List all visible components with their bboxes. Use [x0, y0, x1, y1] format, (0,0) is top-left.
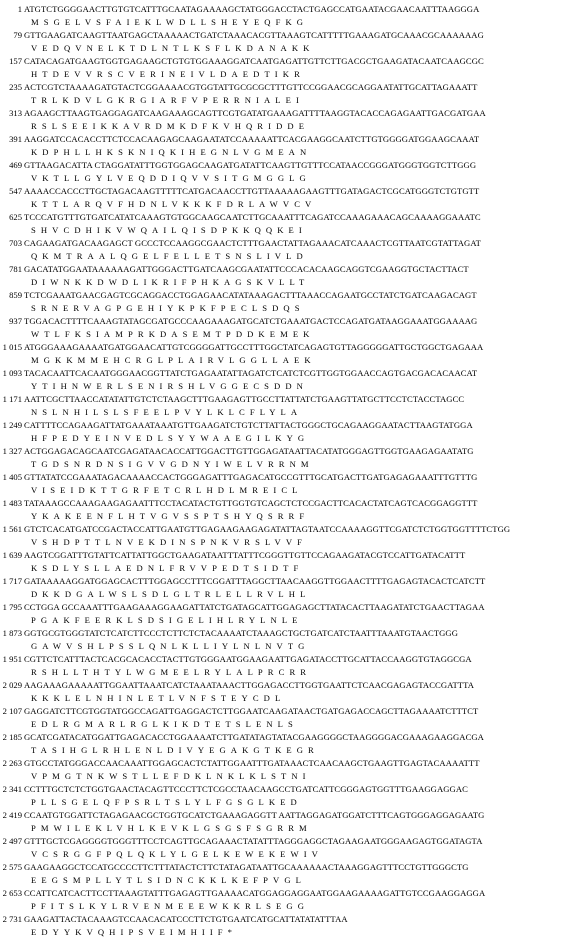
amino-acid-line — [0, 770, 586, 783]
position-number: 1 249 — [2, 420, 22, 430]
sequence-block — [0, 29, 586, 55]
sequence-block — [0, 81, 586, 107]
sequence-block — [0, 861, 586, 887]
nucleotide-line — [0, 55, 586, 68]
nucleotide-sequence: TCCCATGTTTGTGATCATATCAAAGTGTGGCAAGCAATCTTGCAAATTTCAGATCCAAAGAAACAGCAAAAGGAAATC — [24, 212, 481, 222]
nucleotide-line — [0, 211, 586, 224]
amino-acid-sequence: NSLNHILSLSFEELPVYLKLCFLYLA — [31, 407, 303, 417]
amino-acid-line — [0, 614, 586, 627]
position-number: 1 561 — [2, 524, 22, 534]
sequence-block — [0, 497, 586, 523]
sequence-block — [0, 133, 586, 159]
nucleotide-line — [0, 471, 586, 484]
sequence-block — [0, 367, 586, 393]
nucleotide-sequence: GCATCGATACATGGATTGAGACACCTGGAAAATCTTGATATAGTATACGAAGGGGCTAAGGGGACGAAAGAAGGACGA — [24, 732, 484, 742]
amino-acid-line — [0, 692, 586, 705]
amino-acid-sequence: KDPHLLHKSKNIQKIHEGNLVGMEAN — [31, 147, 312, 157]
amino-acid-sequence: PGAKFEERKLSDSIGELIHLRYLNLE — [31, 615, 303, 625]
amino-acid-sequence: VEDQVNELKTDLNTLKSFLKDANAKK — [31, 43, 315, 53]
amino-acid-sequence: VPMGTNKWSTLLEFDKLNKLKLSTNI — [31, 771, 311, 781]
position-number: 1 717 — [2, 576, 22, 586]
position-number: 1 171 — [2, 394, 22, 404]
nucleotide-sequence: GACATATGGAATAAAAAAGATTGGGACTTGATCAAGCGAATATTCCCACACAAGCAGGTCGAAGGTGCTACTTACT — [24, 264, 469, 274]
sequence-block — [0, 679, 586, 705]
nucleotide-sequence: AGAAGCTTAAGTGAGGAGATCAAGAAAGCAGTTCGTGATATGAAAGATTTTAAGGTACACCAGAGAATTGACGATGAA — [24, 108, 486, 118]
amino-acid-sequence: KSDLYSLLAEDNLFRVVPEDTSIDTF — [31, 563, 304, 573]
amino-acid-sequence: VKTLLGYLVEQDDIQVVSITGMGGLG — [31, 173, 311, 183]
nucleotide-sequence: TATAAAGCCAAAGAAGAGAATTTCCTACATACTGTTGGTGTCAGCTCTCCGACTTCACACTATCAGTCACGGAGGTTT — [24, 498, 478, 508]
nucleotide-sequence: TGGACACTTTTCAAAGTATAGCGATGCCCAAGAAAGATGCATCTGAAATGACTCCAGATGATAAGGAAATGGAAAAG — [24, 316, 478, 326]
amino-acid-sequence: VISEIDKTTGRFETCRLHDLMREICL — [31, 485, 303, 495]
nucleotide-sequence: CATACAGATGAAGTGGTGAGAAGCTGTGTGGAAAGGATCAATGAGATTGTTCTTGACGCTGAAGATACAATCAAGCGC — [24, 56, 484, 66]
position-number: 1 951 — [2, 654, 22, 664]
amino-acid-line — [0, 588, 586, 601]
sequence-block — [0, 315, 586, 341]
amino-acid-line — [0, 666, 586, 679]
nucleotide-line — [0, 237, 586, 250]
position-number: 1 873 — [2, 628, 22, 638]
position-number: 1 795 — [2, 602, 22, 612]
nucleotide-sequence: GGTGCGTGGGTATCTCATCTTCCCTCTTCTCTACAAAATCTAAAGCTGCTGATCATCTAATTTAAATGTAACTGGG — [24, 628, 459, 638]
amino-acid-sequence: YTIHNWERLSENIRSHLVGGECSDDN — [31, 381, 308, 391]
sequence-block — [0, 289, 586, 315]
position-number: 2 653 — [2, 888, 22, 898]
amino-acid-sequence: KKKLELNHINLETLVNFSTEYCDL — [31, 693, 286, 703]
nucleotide-line — [0, 887, 586, 900]
position-number: 2 029 — [2, 680, 22, 690]
amino-acid-line — [0, 822, 586, 835]
nucleotide-line — [0, 367, 586, 380]
nucleotide-line — [0, 523, 586, 536]
sequence-block — [0, 757, 586, 783]
nucleotide-line — [0, 159, 586, 172]
sequence-block — [0, 419, 586, 445]
amino-acid-sequence: WTLFKSIAMPRKDASEMTPDDKEMEK — [31, 329, 315, 339]
amino-acid-line — [0, 744, 586, 757]
amino-acid-sequence: KTTLARQVFHDNLVKKKFDRLAWVCV — [31, 199, 317, 209]
sequence-block — [0, 107, 586, 133]
amino-acid-sequence: PMWILEKLVHLKEVKLGSGSFSGRRM — [31, 823, 312, 833]
sequence-block — [0, 783, 586, 809]
position-number: 703 — [9, 238, 22, 248]
amino-acid-line — [0, 718, 586, 731]
position-number: 79 — [13, 30, 22, 40]
amino-acid-line — [0, 536, 586, 549]
nucleotide-sequence: GAAGAAGGCTCCATGCCCCTTCTTTATACTCTTCTATAGATAATTGCAAAAAACTAAAGGAGTTTCCTGTTGGGCTG — [24, 862, 469, 872]
nucleotide-line — [0, 705, 586, 718]
position-number: 1 639 — [2, 550, 22, 560]
nucleotide-sequence: ATGTCTGGGGAACTTGTGTCATTTGCAATAGAAAAGCTATGGGACCTACTGAGCCATGAATACGAACAATTTAAGGGA — [24, 4, 480, 14]
nucleotide-sequence: AAGGATCCACACCTTCTCCACAAGAGCAAGAATATCCAAAAATTCACGAAGGCAATCTTGTGGGGATGGAAGCAAAT — [24, 134, 480, 144]
sequence-block — [0, 731, 586, 757]
amino-acid-line — [0, 42, 586, 55]
amino-acid-sequence: EEGSMPLLYTLSIDNCKKLKEFPVGL — [31, 875, 306, 885]
nucleotide-line — [0, 549, 586, 562]
nucleotide-sequence: GTCTCACATGATCCGACTACCATTGAATGTTGAGAAGAAGAGATATTAGTAATCCAAAAGGTTCGATCTCTGGTGGTTTTCTGG — [24, 524, 511, 534]
amino-acid-sequence: MSGELVSFAIEKLWDLLSHEYEQFKG — [31, 17, 309, 27]
amino-acid-sequence: TGDSNRDNSIGVVGDNYIWELVRRNM — [31, 459, 314, 469]
nucleotide-sequence: CAGAAGATGACAAGAGCT GCCCTCCAAGGCGAACTCTTTGAACTATTAGAAACATCAAACTCGTTAATCGTATTAGAT — [24, 238, 481, 248]
amino-acid-sequence: DIWNKKDWDLIKRIFPHKAGSKVLLT — [31, 277, 310, 287]
sequence-document — [0, 3, 586, 939]
amino-acid-line — [0, 172, 586, 185]
nucleotide-line — [0, 81, 586, 94]
amino-acid-line — [0, 562, 586, 575]
amino-acid-sequence: RSHLLTHTYLWGMEELRYLALPRCRR — [31, 667, 312, 677]
amino-acid-sequence: PLLSGELQFPSRLTSLYLFGSGLKED — [31, 797, 302, 807]
position-number: 1 327 — [2, 446, 22, 456]
position-number: 157 — [9, 56, 22, 66]
sequence-block — [0, 523, 586, 549]
amino-acid-sequence: VCSRGGFPQLQKLYLGELKEWEKEWIV — [31, 849, 323, 859]
nucleotide-sequence: GTTAAGACATTA CTAGGATATTTGGTGGAGCAAGATGATATTCAAGTTGTTTCCATAACCGGGATGGGTGGTCTTGGG — [24, 160, 477, 170]
amino-acid-line — [0, 120, 586, 133]
nucleotide-line — [0, 497, 586, 510]
nucleotide-sequence: CCATTCATCACTTCCTTAAAGTATTTGAGAGTTGAAAACATGGAGGAGGAATGGAAGAAAAGATTGTCCGAAGGAGGA — [24, 888, 486, 898]
nucleotide-sequence: CATTTTCCAGAAGATTATGAAATAAATGTTGAAGATCTGTCTTATTACTGGGCTGCAGAAGGAATACTTAAGTATGGA — [24, 420, 473, 430]
position-number: 235 — [9, 82, 22, 92]
position-number: 2 341 — [2, 784, 22, 794]
position-number: 2 731 — [2, 914, 22, 924]
nucleotide-line — [0, 185, 586, 198]
sequence-block — [0, 705, 586, 731]
amino-acid-sequence: GAWVSHLPSSLQNLKLLIYLNLNVTG — [31, 641, 310, 651]
amino-acid-sequence: VSHDPTTLNVEKDINSPNKVRSLVVF — [31, 537, 308, 547]
nucleotide-line — [0, 315, 586, 328]
nucleotide-line — [0, 263, 586, 276]
sequence-block — [0, 263, 586, 289]
sequence-block — [0, 471, 586, 497]
amino-acid-line — [0, 250, 586, 263]
sequence-block — [0, 913, 586, 939]
sequence-block — [0, 237, 586, 263]
amino-acid-sequence: HFPEDYEINVEDLSYYWAAEGILKYG — [31, 433, 310, 443]
nucleotide-line — [0, 653, 586, 666]
position-number: 2 497 — [2, 836, 22, 846]
nucleotide-line — [0, 679, 586, 692]
amino-acid-line — [0, 354, 586, 367]
position-number: 937 — [9, 316, 22, 326]
amino-acid-sequence: EDLRGMARLRGLKIKDTETSLENLS — [31, 719, 298, 729]
position-number: 313 — [9, 108, 22, 118]
nucleotide-sequence: CCTTTGCTCTCTGGTGAACTACAGTTCCCTTCTCGCCTAACAAGCCTGATCATTCGGGAGTGGTTTGAAGGAGGAC — [24, 784, 468, 794]
nucleotide-line — [0, 575, 586, 588]
sequence-block — [0, 445, 586, 471]
amino-acid-line — [0, 796, 586, 809]
nucleotide-line — [0, 341, 586, 354]
position-number: 2 263 — [2, 758, 22, 768]
nucleotide-sequence: ACTGGAGACAGCAATCGAGATAACACCATTGGACTTGTTGGAGATAATTACATATGGGAGTTGGTGAAGAGAATATG — [24, 446, 474, 456]
amino-acid-line — [0, 926, 586, 939]
amino-acid-line — [0, 874, 586, 887]
amino-acid-line — [0, 328, 586, 341]
sequence-block — [0, 55, 586, 81]
nucleotide-line — [0, 809, 586, 822]
nucleotide-line — [0, 3, 586, 16]
nucleotide-sequence: GTTGAAGATCAAGTTAATGAGCTAAAAACTGATCTAAACACGTTAAAGTCATTTTTGAAAGATGCAAACGCAAAAAAG — [24, 30, 484, 40]
nucleotide-line — [0, 835, 586, 848]
nucleotide-sequence: GAAGATTACTACAAAGTCCAACACATCCCTTCTGTGAATCATGCATTATATATTTAA — [24, 914, 348, 924]
sequence-block — [0, 341, 586, 367]
amino-acid-line — [0, 484, 586, 497]
position-number: 859 — [9, 290, 22, 300]
sequence-block — [0, 3, 586, 29]
position-number: 2 419 — [2, 810, 22, 820]
amino-acid-line — [0, 94, 586, 107]
sequence-block — [0, 627, 586, 653]
nucleotide-line — [0, 731, 586, 744]
amino-acid-line — [0, 848, 586, 861]
amino-acid-sequence: EDYYKVQHIPSVEIMHIIF* — [31, 927, 238, 937]
nucleotide-sequence: TCTCGAAATGAACGAGTCGCAGGACCTGGAGAACATATAAAGACTTTAAACCAGAATGCCTATCTGATCAAGACAGT — [24, 290, 477, 300]
nucleotide-line — [0, 107, 586, 120]
amino-acid-line — [0, 146, 586, 159]
nucleotide-sequence: AAGAAAGAAAAATTGGAATTAAATCATCTAAATAAACTTGGAGACCTTGGTGAATTCTCAACGAGAGTACCGATTTA — [24, 680, 475, 690]
position-number: 781 — [9, 264, 22, 274]
sequence-block — [0, 809, 586, 835]
position-number: 2 185 — [2, 732, 22, 742]
nucleotide-line — [0, 627, 586, 640]
amino-acid-sequence: HTDEVVRSCVERINEIVLDAEDTIKR — [31, 69, 305, 79]
amino-acid-line — [0, 276, 586, 289]
nucleotide-line — [0, 393, 586, 406]
position-number: 1 015 — [2, 342, 22, 352]
amino-acid-line — [0, 900, 586, 913]
amino-acid-line — [0, 406, 586, 419]
nucleotide-sequence: TACACAATTCACAATGGGAACGGTTATCTGAGAATATTAGATCTCATCTCGTTGGTGGAACCAGTGACGACACAACAT — [24, 368, 478, 378]
sequence-block — [0, 653, 586, 679]
nucleotide-line — [0, 783, 586, 796]
nucleotide-sequence: ATGGGAAAGAAAATGATGGAACATTGTCGGGGATTGCCTTTGGCTATCAGAGTGTTAGGGGGATTGCTGGCTGAGAAA — [24, 342, 484, 352]
amino-acid-line — [0, 68, 586, 81]
amino-acid-line — [0, 458, 586, 471]
position-number: 1 483 — [2, 498, 22, 508]
nucleotide-sequence: GTGCCTATGGGACCAACAAATTGGAGCACTCTATTGGAATTTGATAAACTCAACAAGCTGAAGTTGAGTACAAAATTT — [24, 758, 480, 768]
nucleotide-line — [0, 29, 586, 42]
amino-acid-line — [0, 16, 586, 29]
amino-acid-line — [0, 432, 586, 445]
sequence-block — [0, 601, 586, 627]
amino-acid-sequence: TASIHGLRHLENLDIVYEGAKGTKEGR — [31, 745, 319, 755]
position-number: 469 — [9, 160, 22, 170]
nucleotide-sequence: CCAATGTGGATTCTAGAGAACGCTGGTGCATCTGAAAGAGGTT AATTAGGAGATGGATCTTTCAGTGGGAGGAGAATG — [24, 810, 485, 820]
amino-acid-sequence: DKKDGALWSLSDLGLTRLELLRVLHL — [31, 589, 311, 599]
position-number: 1 093 — [2, 368, 22, 378]
nucleotide-line — [0, 601, 586, 614]
nucleotide-line — [0, 419, 586, 432]
amino-acid-sequence: MGKKMMEHCRGLPLAIRVLGGLLAEK — [31, 355, 316, 365]
amino-acid-line — [0, 302, 586, 315]
sequence-block — [0, 549, 586, 575]
amino-acid-sequence: PFITSLKYLRVENMEEEWKKRLSEGG — [31, 901, 310, 911]
nucleotide-sequence: CCTGGA GCCAAATTTGAAGAAAGGAAGATTATCTGATAGCATTGGAGAGCTTATACACTTAAGATATCTGAACTTAGAA — [24, 602, 485, 612]
amino-acid-sequence: YKAKEENFLHTVGVSSPTSHYQSRRF — [31, 511, 310, 521]
sequence-block — [0, 575, 586, 601]
amino-acid-sequence: RSLSEEIKKAVRDMKDFKVHQRIDDE — [31, 121, 310, 131]
amino-acid-sequence: SHVCDHIKVWQAILQISDPKKQQKEI — [31, 225, 307, 235]
position-number: 547 — [9, 186, 22, 196]
nucleotide-line — [0, 133, 586, 146]
nucleotide-line — [0, 445, 586, 458]
position-number: 1 405 — [2, 472, 22, 482]
position-number: 2 107 — [2, 706, 22, 716]
position-number: 2 575 — [2, 862, 22, 872]
amino-acid-line — [0, 224, 586, 237]
sequence-block — [0, 159, 586, 185]
sequence-block — [0, 393, 586, 419]
amino-acid-line — [0, 380, 586, 393]
nucleotide-sequence: AAAACCACCCTTGCTAGACAAGTTTTTCATGACAACCTTGTTAAAAAGAAGTTTGATAGACTCGCATGGGTCTGTGTT — [24, 186, 480, 196]
amino-acid-line — [0, 640, 586, 653]
sequence-block — [0, 185, 586, 211]
amino-acid-sequence: SRNERVAGPGEHIYKPKFPECLSDQS — [31, 303, 305, 313]
nucleotide-sequence: GATAAAAAGGATGGAGCACTTTGGAGCCTTTCGGATTTAGGCTTAACAAGGTTGGAACTTTTGAGAGTACACTCATCTT — [24, 576, 486, 586]
nucleotide-sequence: ACTCGTCTAAAAGATGTACTCGGAAAACGTGGTATTGCGCGCTTTGTTCCGGAACGCAGGAATATTGCATTAGAAATT — [24, 82, 478, 92]
nucleotide-sequence: GTTTGCTCGAGGGGTGGGTTTCCTCAGTTGCAGAAACTATATTTAGGGAGGCTAGAAGAATGGGAAGAGTGGATAGTA — [24, 836, 483, 846]
amino-acid-line — [0, 510, 586, 523]
nucleotide-line — [0, 757, 586, 770]
nucleotide-sequence: GAGGATCTTCGTGGTATGGCCAGATTGAGGACTCTTGGAATCAAGATAACTGATGAGACCAGCTTAGAAAATCTTTCT — [24, 706, 479, 716]
nucleotide-sequence: CGTTCTCATTTACTCACGCACACCTACTTGTGGGAATGGAAGAATTGAGATACCTTGCATTACCAAGGTGTAGGCGA — [24, 654, 472, 664]
nucleotide-sequence: AATTCGCTTAACCATATATTGTCTCTAAGCTTTGAAGAGTTGCCTTATTATCTGAAGTTATGCTTCCTCTACCTAGCC — [24, 394, 465, 404]
position-number: 625 — [9, 212, 22, 222]
sequence-block — [0, 835, 586, 861]
nucleotide-sequence: GTTATATCCGAAATAGACAAAACCACTGGGAGATTTGAGACATGCCGTTTGCATGACTTGATGAGAGAAATTTGTTTG — [24, 472, 478, 482]
nucleotide-line — [0, 861, 586, 874]
position-number: 1 — [17, 4, 22, 14]
position-number: 391 — [9, 134, 22, 144]
sequence-block — [0, 887, 586, 913]
nucleotide-line — [0, 289, 586, 302]
amino-acid-sequence: TRLKDVLGKRGIARFVPERRNIALEI — [31, 95, 304, 105]
nucleotide-sequence: AAGTCGGATTTGTATTCATTATTGGCTGAAGATAATTTATTTCGGGTTGTTCCAGAAGATACGTCCATTGATACATTT — [24, 550, 466, 560]
amino-acid-line — [0, 198, 586, 211]
nucleotide-line — [0, 913, 586, 926]
amino-acid-sequence: QKMTRAALQGELFELLETSNSLIVLD — [31, 251, 308, 261]
sequence-block — [0, 211, 586, 237]
